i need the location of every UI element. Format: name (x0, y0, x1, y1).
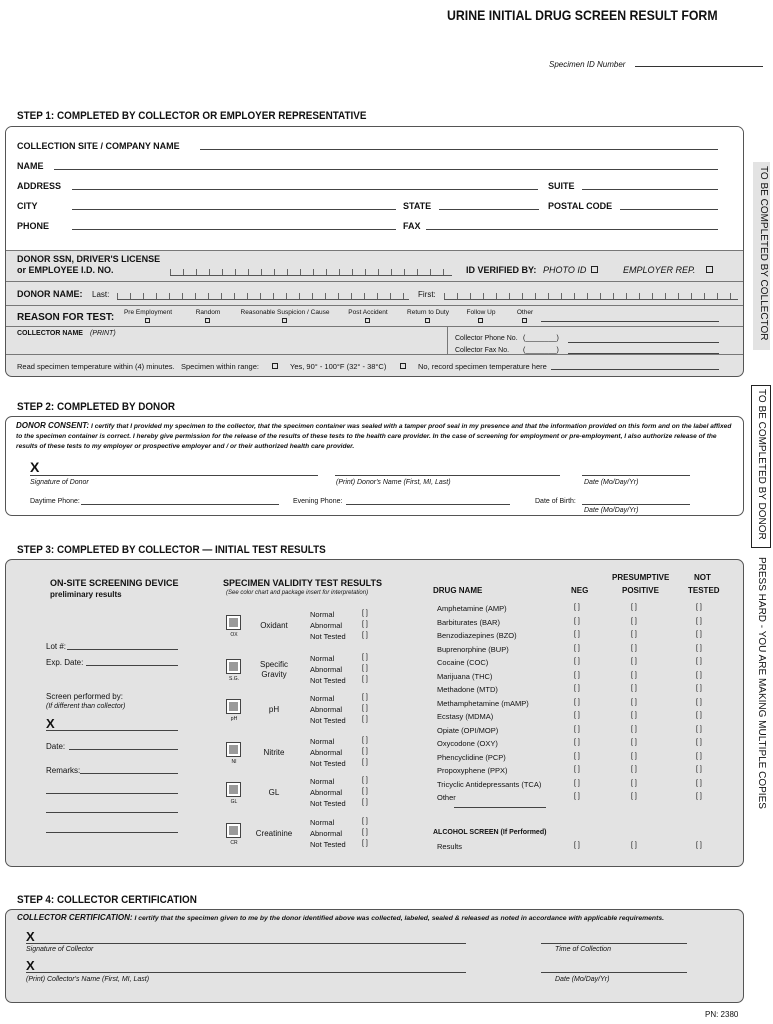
reason-other-field[interactable] (541, 321, 719, 322)
drug-name: Methamphetamine (mAMP) (437, 698, 529, 708)
reason-option-label: Random (195, 309, 221, 316)
drug-positive-box[interactable]: [ ] (631, 604, 637, 611)
drug-name: Methadone (MTD) (437, 685, 498, 694)
drug-positive-box[interactable]: [ ] (631, 793, 637, 800)
collector-signature-caption: Signature of Collector (26, 946, 94, 953)
drug-positive-box[interactable]: [ ] (631, 766, 637, 773)
validity-test-name: Specific Gravity (259, 660, 288, 679)
screen-performed-label: Screen performed by: (46, 692, 123, 701)
first-name-label: First: (418, 290, 436, 299)
presumptive-header: PRESUMPTIVE (612, 573, 670, 582)
reason-option-checkbox[interactable] (145, 318, 150, 323)
validity-state-box[interactable]: [ ] (362, 665, 368, 672)
reason-option-label: Reasonable Suspicion / Cause (240, 309, 330, 316)
drug-not-tested-box[interactable]: [ ] (696, 739, 702, 746)
collection-site-field[interactable] (200, 149, 718, 150)
screener-signature-field[interactable] (46, 730, 178, 731)
validity-state-label: Abnormal (310, 665, 343, 674)
validity-state-label: Abnormal (310, 748, 343, 757)
reason-option-checkbox[interactable] (522, 318, 527, 323)
drug-positive-box[interactable]: [ ] (631, 698, 637, 706)
validity-code: CR (230, 840, 238, 846)
remarks-line-1[interactable] (80, 773, 178, 774)
drug-not-tested-box[interactable]: [ ] (696, 712, 702, 719)
id-verified-label: ID VERIFIED BY: (466, 265, 537, 275)
donor-date-field[interactable] (582, 475, 690, 476)
evening-phone-label: Evening Phone: (293, 498, 343, 505)
validity-state-box[interactable]: [ ] (362, 799, 368, 806)
fax-label: FAX (403, 221, 421, 231)
drug-neg-box[interactable]: [ ] (574, 658, 580, 665)
remarks-line-2[interactable] (46, 793, 178, 794)
collector-printed-name-field[interactable] (26, 972, 466, 973)
photo-id-checkbox[interactable] (591, 266, 598, 273)
collector-phone-area: (________) (523, 335, 559, 342)
reason-option-label: Pre Employment (123, 309, 173, 316)
time-of-collection-caption: Time of Collection (555, 946, 611, 953)
validity-color-swatch (226, 615, 241, 630)
validity-state-box[interactable]: [ ] (362, 788, 368, 795)
drug-neg-box[interactable]: [ ] (574, 604, 580, 611)
validity-subtitle: (See color chart and package insert for interpretation) (226, 590, 369, 596)
drug-name: Ecstasy (MDMA) (437, 712, 494, 721)
drug-neg-box[interactable]: [ ] (574, 617, 580, 625)
employer-rep-label: EMPLOYER REP. (623, 265, 696, 275)
collector-fax-label: Collector Fax No. (455, 347, 510, 354)
validity-code: GL (230, 799, 238, 805)
drug-positive-box[interactable]: [ ] (631, 671, 637, 679)
validity-state-label: Not Tested (310, 676, 346, 685)
validity-state-label: Not Tested (310, 840, 346, 849)
drug-not-tested-box[interactable]: [ ] (696, 725, 702, 733)
drug-neg-box[interactable]: [ ] (574, 725, 580, 733)
donor-ssn-label-2: or EMPLOYEE I.D. NO. (17, 265, 114, 275)
collector-phone-label: Collector Phone No. (455, 335, 518, 342)
validity-state-box[interactable]: [ ] (362, 777, 368, 784)
drug-positive-box[interactable]: [ ] (631, 644, 637, 652)
drug-positive-box[interactable]: [ ] (631, 779, 637, 787)
validity-state-box[interactable]: [ ] (362, 654, 368, 661)
drug-name: Phencyclidine (PCP) (437, 752, 506, 762)
validity-color-swatch (226, 782, 241, 797)
side-label-donor: TO BE COMPLETED BY DONOR (756, 389, 767, 540)
drug-neg-box[interactable]: [ ] (574, 644, 580, 652)
donor-ssn-label-1: DONOR SSN, DRIVER'S LICENSE (17, 254, 161, 264)
reason-option-checkbox[interactable] (282, 318, 287, 323)
exp-date-label: Exp. Date: (46, 658, 84, 667)
drug-name: Propoxyphene (PPX) (437, 766, 508, 775)
validity-state-box[interactable]: [ ] (362, 610, 368, 617)
first-name-field[interactable] (444, 288, 738, 300)
validity-code: S.G. (228, 676, 239, 682)
phone-label: PHONE (17, 221, 50, 231)
remarks-line-3[interactable] (46, 812, 178, 813)
suite-field[interactable] (582, 189, 718, 190)
drug-positive-box[interactable]: [ ] (631, 658, 637, 665)
step2-heading: STEP 2: COMPLETED BY DONOR (17, 401, 176, 413)
donor-date-caption: Date (Mo/Day/Yr) (584, 479, 639, 486)
reason-option-checkbox[interactable] (205, 318, 210, 323)
validity-state-label: Abnormal (310, 788, 343, 797)
validity-code: NI (231, 759, 237, 765)
validity-state-label: Abnormal (310, 705, 343, 714)
alcohol-not-tested-box[interactable]: [ ] (696, 842, 702, 849)
drug-neg-box[interactable]: [ ] (574, 685, 580, 692)
daytime-phone-label: Daytime Phone: (30, 498, 80, 505)
drug-name: Opiate (OPI/MOP) (437, 725, 499, 735)
reason-option-label: Return to Duty (407, 309, 449, 316)
postal-code-field[interactable] (620, 209, 718, 210)
validity-state-box[interactable]: [ ] (362, 748, 368, 755)
alcohol-neg-box[interactable]: [ ] (574, 842, 580, 849)
drug-not-tested-box[interactable]: [ ] (696, 793, 702, 800)
reason-for-test-label: REASON FOR TEST: (17, 312, 115, 323)
donor-signature-caption: Signature of Donor (30, 479, 89, 486)
drug-positive-box[interactable]: [ ] (631, 685, 637, 692)
drug-neg-box[interactable]: [ ] (574, 779, 580, 787)
collection-date-field[interactable] (541, 972, 687, 973)
validity-state-label: Abnormal (310, 829, 343, 838)
photo-id-label: PHOTO ID (543, 265, 587, 275)
collector-printed-name-caption: (Print) Collector's Name (First, MI, Last) (26, 976, 150, 983)
validity-state-label: Normal (310, 818, 335, 827)
validity-state-box[interactable]: [ ] (362, 705, 368, 712)
name-field[interactable] (54, 169, 718, 170)
validity-code: OX (230, 632, 238, 638)
city-label: CITY (17, 201, 38, 211)
date-of-birth-caption: Date (Mo/Day/Yr) (584, 507, 639, 514)
reason-option-label: Follow Up (466, 309, 496, 316)
step4-box (5, 909, 744, 1003)
drug-name: Marijuana (THC) (437, 671, 493, 681)
time-of-collection-field[interactable] (541, 943, 687, 944)
collector-name-label: COLLECTOR NAME (17, 330, 83, 337)
drug-name: Other (437, 793, 456, 802)
validity-color-swatch (226, 699, 241, 714)
validity-color-swatch (226, 659, 241, 674)
donor-ssn-field[interactable] (170, 264, 452, 276)
state-label: STATE (403, 201, 432, 211)
drug-name: Buprenorphine (BUP) (437, 644, 509, 654)
donor-printed-name-caption: (Print) Donor's Name (First, MI, Last) (336, 479, 451, 486)
drug-neg-box[interactable]: [ ] (574, 631, 580, 638)
address-field[interactable] (72, 189, 538, 190)
temperature-yes-checkbox[interactable] (272, 363, 278, 369)
not-header: NOT (694, 573, 711, 582)
temperature-yes-label: Yes, 90° - 100°F (32° - 38°C) (290, 362, 387, 371)
side-label-press-hard: PRESS HARD - YOU ARE MAKING MULTIPLE COPIES (756, 557, 767, 809)
validity-color-swatch (226, 742, 241, 757)
drug-neg-box[interactable]: [ ] (574, 739, 580, 746)
validity-code: pH (230, 716, 238, 722)
collector-name-x: X (26, 958, 35, 973)
validity-state-box[interactable]: [ ] (362, 840, 368, 847)
fax-field[interactable] (426, 229, 718, 230)
reason-option-label: Post Accident (348, 309, 388, 316)
validity-state-box[interactable]: [ ] (362, 694, 368, 701)
drug-not-tested-box[interactable]: [ ] (696, 752, 702, 760)
drug-neg-box[interactable]: [ ] (574, 752, 580, 760)
date-of-birth-label: Date of Birth: (535, 498, 576, 505)
validity-state-label: Normal (310, 737, 335, 746)
drug-not-tested-box[interactable]: [ ] (696, 644, 702, 652)
drug-positive-box[interactable]: [ ] (631, 752, 637, 760)
drug-not-tested-box[interactable]: [ ] (696, 617, 702, 625)
step4-heading: STEP 4: COLLECTOR CERTIFICATION (17, 894, 197, 906)
drug-not-tested-box[interactable]: [ ] (696, 685, 702, 692)
step1-heading: STEP 1: COMPLETED BY COLLECTOR OR EMPLOYER REPRESENTATIVE (17, 110, 367, 122)
other-drug-field[interactable] (454, 807, 546, 808)
drug-not-tested-box[interactable]: [ ] (696, 604, 702, 611)
validity-state-label: Normal (310, 694, 335, 703)
reason-option-checkbox[interactable] (365, 318, 370, 323)
collector-certification: COLLECTOR CERTIFICATION: I certify that the specimen given to me by the donor identified above was collected, labeled, sealed & released as noted in accordance with applicable requirements. (17, 913, 665, 922)
tested-header: TESTED (688, 586, 720, 595)
last-name-label: Last: (92, 290, 110, 299)
donor-printed-name-field[interactable] (335, 475, 560, 476)
collector-fax-area: (________) (523, 347, 559, 354)
city-field[interactable] (72, 209, 396, 210)
donor-signature-x: X (30, 459, 40, 475)
drug-not-tested-box[interactable]: [ ] (696, 698, 702, 706)
part-number: PN: 2380 (705, 1010, 739, 1019)
postal-code-label: POSTAL CODE (548, 201, 613, 211)
validity-state-box[interactable]: [ ] (362, 676, 368, 683)
collector-signature-x: X (26, 929, 35, 944)
drug-positive-box[interactable]: [ ] (631, 725, 637, 733)
drug-neg-box[interactable]: [ ] (574, 766, 580, 773)
drug-name: Barbiturates (BAR) (437, 617, 500, 627)
validity-state-box[interactable]: [ ] (362, 818, 368, 825)
validity-title: SPECIMEN VALIDITY TEST RESULTS (223, 578, 383, 588)
drug-name: Benzodiazepines (BZO) (437, 631, 517, 640)
drug-positive-box[interactable]: [ ] (631, 739, 637, 746)
screening-device-subtitle: preliminary results (50, 590, 122, 599)
validity-state-label: Normal (310, 654, 335, 663)
temperature-no-label: No, record specimen temperature here (418, 362, 547, 371)
validity-state-label: Not Tested (310, 632, 346, 641)
state-field[interactable] (439, 209, 539, 210)
drug-neg-box[interactable]: [ ] (574, 698, 580, 706)
validity-state-label: Normal (310, 610, 335, 619)
screen-performed-hint: (If different than collector) (46, 703, 126, 710)
drug-neg-box[interactable]: [ ] (574, 671, 580, 679)
drug-not-tested-box[interactable]: [ ] (696, 766, 702, 773)
validity-state-box[interactable]: [ ] (362, 621, 368, 628)
validity-test-name: pH (268, 705, 280, 714)
validity-color-swatch (226, 823, 241, 838)
daytime-phone-field[interactable] (81, 504, 279, 505)
reason-option-label: Other (516, 309, 534, 316)
reason-option-checkbox[interactable] (478, 318, 483, 323)
alcohol-screen-label: ALCOHOL SCREEN (If Performed) (433, 829, 547, 836)
collector-signature-field[interactable] (26, 943, 466, 944)
address-label: ADDRESS (17, 181, 62, 191)
form-title: URINE INITIAL DRUG SCREEN RESULT FORM (447, 7, 718, 23)
donor-signature-field[interactable] (30, 475, 318, 476)
drug-positive-box[interactable]: [ ] (631, 631, 637, 638)
drug-not-tested-box[interactable]: [ ] (696, 779, 702, 787)
phone-field[interactable] (72, 229, 396, 230)
validity-test-name: GL (268, 788, 280, 797)
validity-state-label: Normal (310, 777, 335, 786)
validity-state-box[interactable]: [ ] (362, 632, 368, 639)
drug-positive-box[interactable]: [ ] (631, 617, 637, 625)
temperature-no-checkbox[interactable] (400, 363, 406, 369)
drug-not-tested-box[interactable]: [ ] (696, 631, 702, 638)
drug-name-header: DRUG NAME (433, 586, 483, 595)
screener-signature-x: X (46, 716, 55, 731)
drug-neg-box[interactable]: [ ] (574, 712, 580, 719)
alcohol-results-label: Results (437, 842, 463, 851)
employer-rep-checkbox[interactable] (706, 266, 713, 273)
step3-heading: STEP 3: COMPLETED BY COLLECTOR — INITIAL TEST RESULTS (17, 544, 326, 556)
validity-state-box[interactable]: [ ] (362, 829, 368, 836)
drug-not-tested-box[interactable]: [ ] (696, 658, 702, 665)
date-of-birth-field[interactable] (582, 504, 690, 505)
side-label-collector: TO BE COMPLETED BY COLLECTOR (758, 166, 769, 341)
donor-name-label: DONOR NAME: (17, 289, 83, 299)
temperature-range-label: Specimen within range: (181, 362, 259, 371)
specimen-id-field[interactable] (635, 66, 763, 67)
alcohol-positive-box[interactable]: [ ] (631, 842, 637, 849)
neg-header: NEG (571, 586, 589, 595)
collection-site-label: COLLECTION SITE / COMPANY NAME (17, 141, 180, 151)
screen-date-label: Date: (46, 742, 66, 751)
collection-date-caption: Date (Mo/Day/Yr) (555, 976, 610, 983)
temperature-value-field[interactable] (551, 369, 719, 370)
validity-state-label: Not Tested (310, 759, 346, 768)
validity-test-name: Creatinine (255, 829, 293, 838)
screen-date-field[interactable] (69, 749, 178, 750)
suite-label: SUITE (548, 181, 575, 191)
lot-label: Lot #: (46, 642, 67, 651)
validity-test-name: Nitrite (263, 748, 285, 757)
drug-name: Cocaine (COC) (437, 658, 489, 667)
last-name-field[interactable] (117, 288, 409, 300)
drug-neg-box[interactable]: [ ] (574, 793, 580, 800)
drug-not-tested-box[interactable]: [ ] (696, 671, 702, 679)
remarks-label: Remarks: (46, 766, 81, 775)
validity-state-box[interactable]: [ ] (362, 737, 368, 744)
drug-positive-box[interactable]: [ ] (631, 712, 637, 719)
lot-field[interactable] (67, 649, 178, 650)
validity-state-label: Abnormal (310, 621, 343, 630)
name-label: NAME (17, 161, 44, 171)
drug-name: Tricyclic Antidepressants (TCA) (437, 779, 542, 789)
validity-test-name: Oxidant (260, 621, 288, 630)
collector-print-hint: (PRINT) (90, 330, 116, 337)
collector-phone-field[interactable] (568, 342, 719, 343)
remarks-line-4[interactable] (46, 832, 178, 833)
positive-header: POSITIVE (622, 586, 659, 595)
screening-device-title: ON-SITE SCREENING DEVICE (50, 578, 179, 588)
validity-state-box[interactable]: [ ] (362, 759, 368, 766)
specimen-id-label: Specimen ID Number (549, 60, 626, 69)
validity-state-box[interactable]: [ ] (362, 716, 368, 723)
drug-name: Amphetamine (AMP) (437, 604, 507, 613)
temperature-instruction: Read specimen temperature within (4) minutes. (17, 362, 175, 371)
drug-name: Oxycodone (OXY) (437, 739, 498, 748)
reason-option-checkbox[interactable] (425, 318, 430, 323)
validity-state-label: Not Tested (310, 716, 346, 725)
exp-date-field[interactable] (86, 665, 178, 666)
evening-phone-field[interactable] (346, 504, 510, 505)
donor-consent: DONOR CONSENT: I certify that I provided my specimen to the collector, that the specimen container was sealed with a tamper proof seal in my presence and that the information provided on this form and on the label affixed to the specimen container is correct. I hereby give permission for the release of the results of these tests to the health care provider. In the case of screening for employment or pre-employment, I also authorize release of the results of these tests to my employer or prospective employer and / or their authorized health care provider. (16, 421, 732, 450)
validity-state-label: Not Tested (310, 799, 346, 808)
